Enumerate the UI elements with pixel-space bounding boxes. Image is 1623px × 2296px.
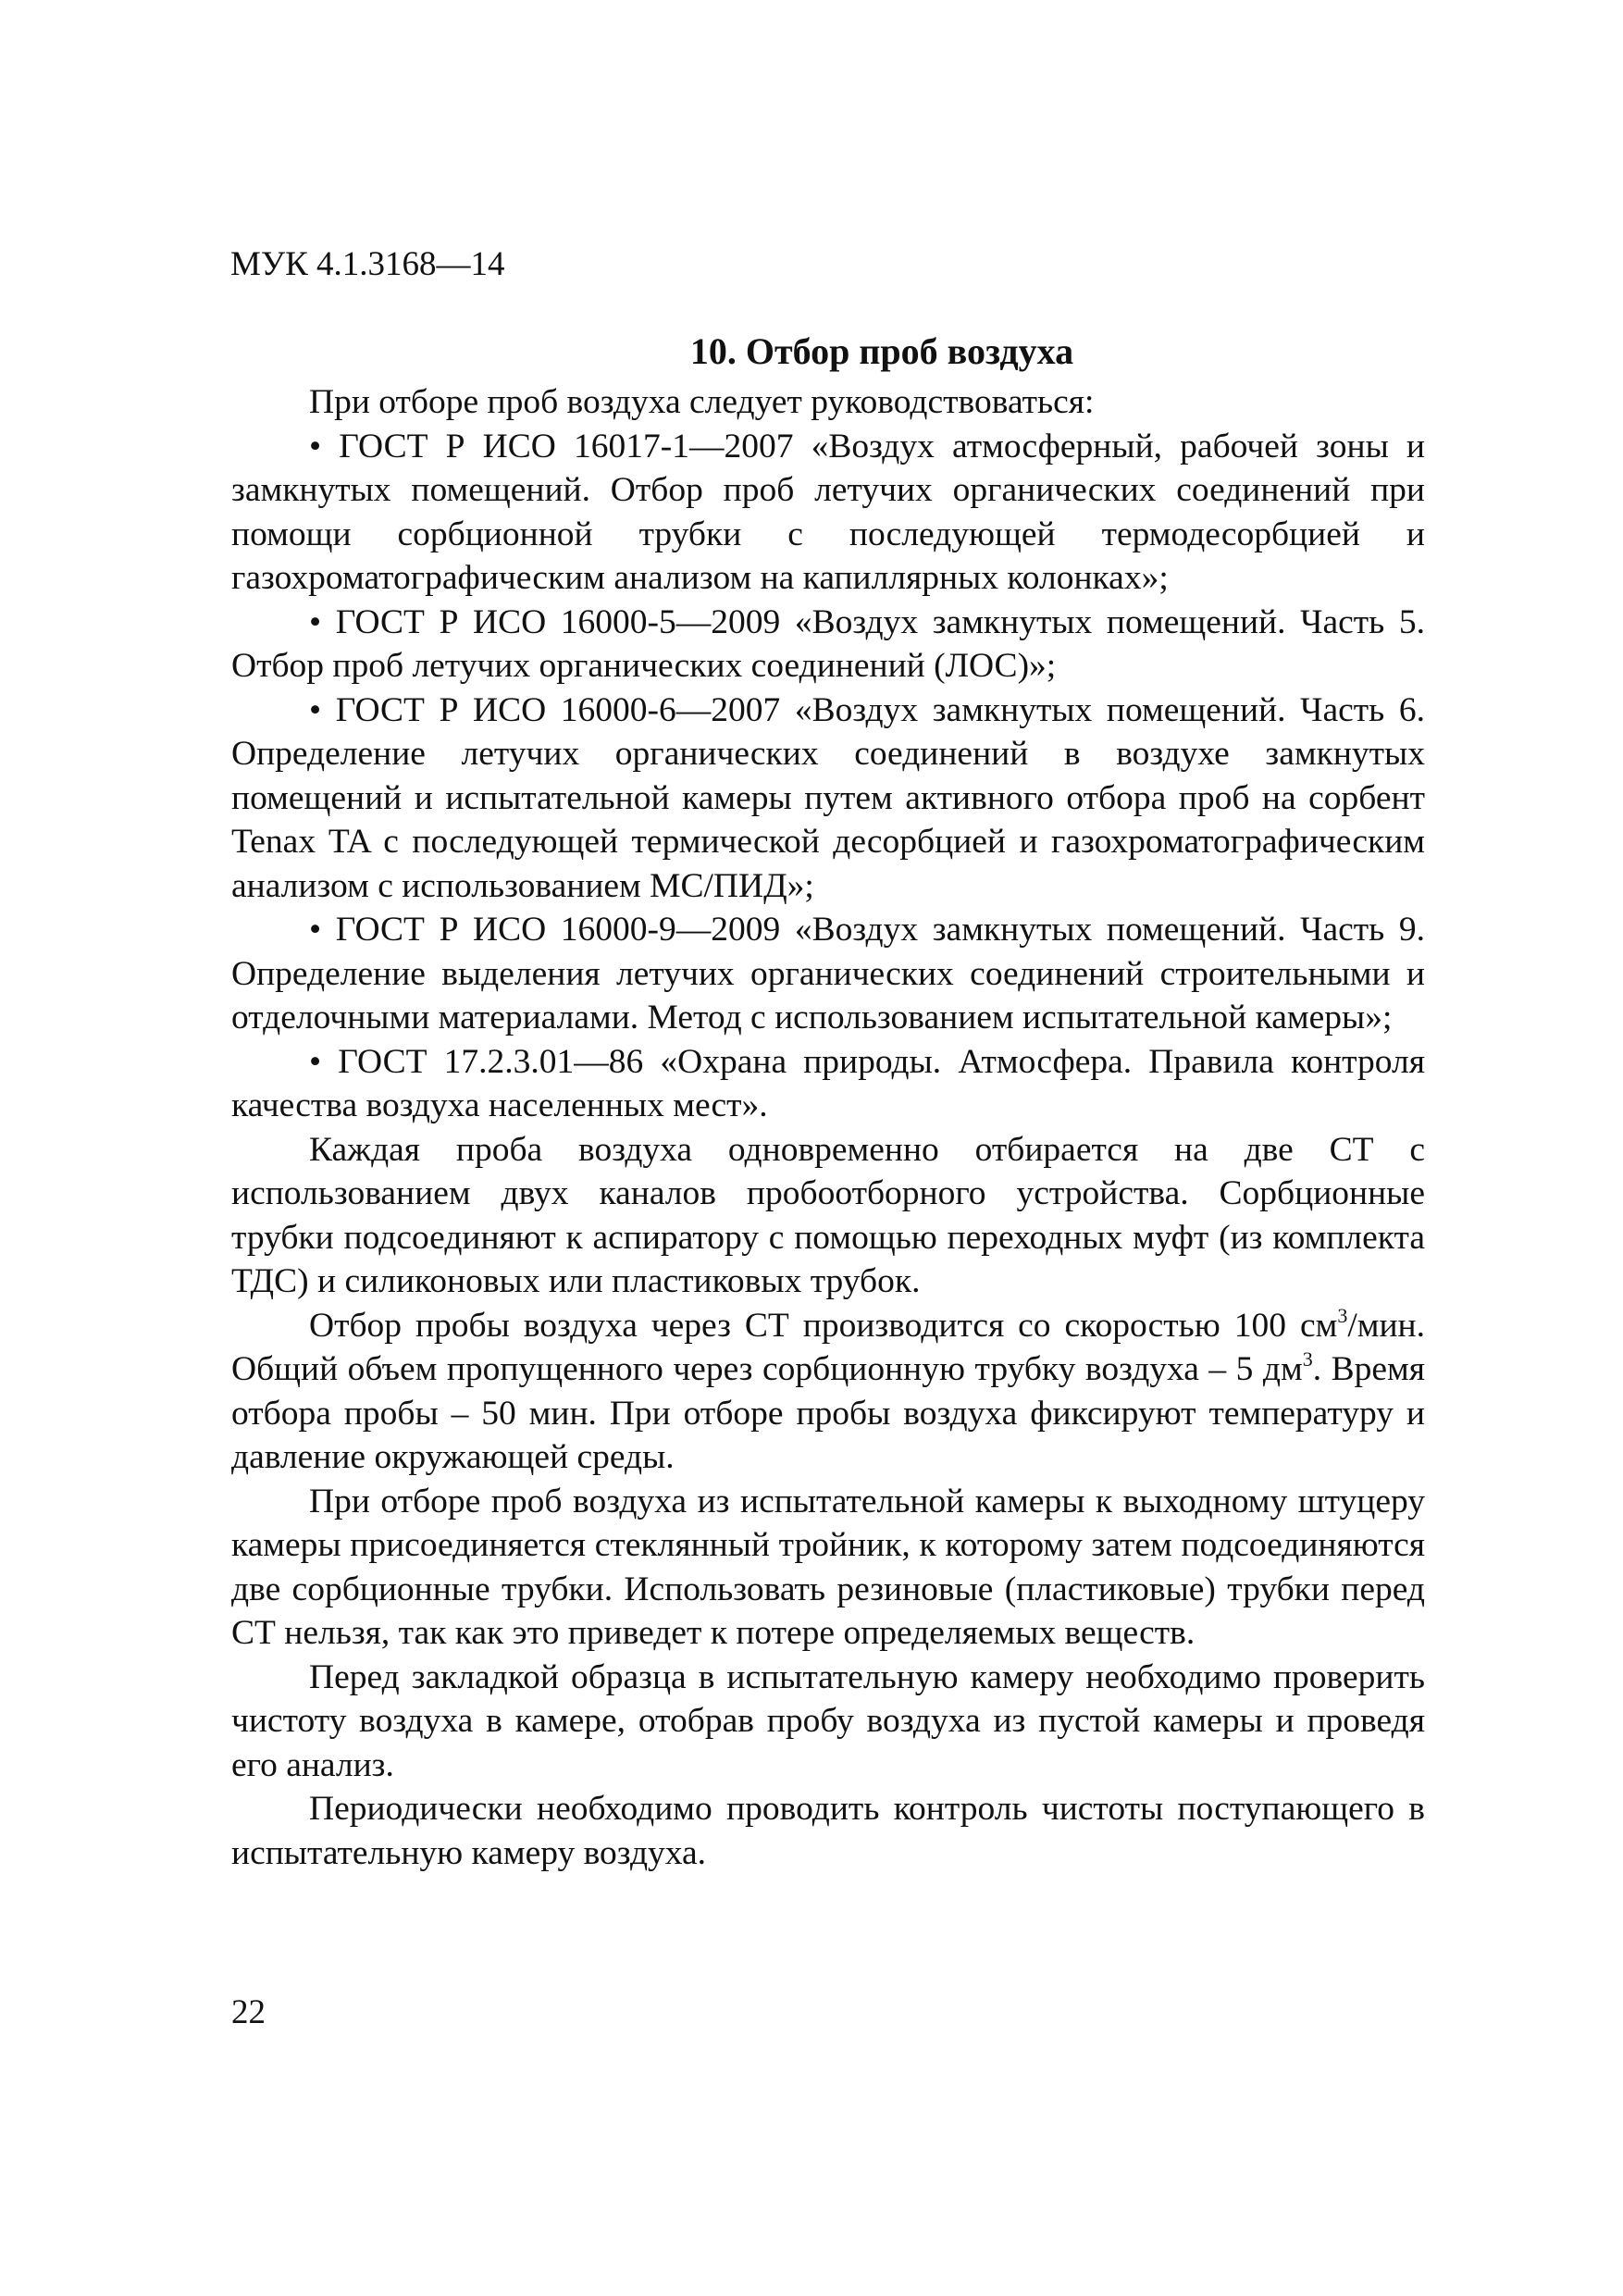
bullet-item: • ГОСТ Р ИСО 16000-5—2009 «Воздух замкнутых помещений. Часть 5. Отбор проб летучих органических соединений (ЛОС)»; [231,601,1425,689]
sampling-paragraph: Каждая проба воздуха одновременно отбирается на две СТ с использованием двух каналов пробоотборного устройства. Сорбционные трубки подсоединяют к аспиратору с помощью переходных муфт (из комплекта ТДС) и силиконовых или пластиковых трубок. [231,1130,1425,1300]
chamber-paragraph: При отборе проб воздуха из испытательной камеры к выходному штуцеру камеры присоединяется стеклянный тройник, к которому затем подсоединяются две сорбционные трубки. Использовать резиновые (пластиковые) трубки перед СТ нельзя, так как это приведет к потере определяемых веществ. [231,1482,1425,1652]
page-number: 22 [231,1993,266,2031]
bullet-item: • ГОСТ Р ИСО 16017-1—2007 «Воздух атмосферный, рабочей зоны и замкнутых помещений. Отбор проб летучих органических соединений при помощи сорбционной трубки с последующей термодесорбцией и газохроматографическим анализом на капиллярных колонках»; [231,425,1425,601]
periodic-control-paragraph: Периодически необходимо проводить контроль чистоты поступающего в испытательную камеру воздуха. [231,1790,1425,1872]
bullet-item: • ГОСТ 17.2.3.01—86 «Охрана природы. Атмосфера. Правила контроля качества воздуха населенных мест». [231,1040,1425,1128]
rate-text-part1: Отбор пробы воздуха через СТ производится со скоростью 100 см [309,1306,1338,1345]
section-title: 10. Отбор проб воздуха [689,330,1074,372]
bullet-item: • ГОСТ Р ИСО 16000-6—2007 «Воздух замкнутых помещений. Часть 6. Определение летучих органических соединений в воздухе замкнутых помещений и испытательной камеры путем активного отбора проб на сорбент Tenax TA с последующей термической десорбцией и газохроматографическим анализом с использованием МС/ПИД»; [231,689,1425,909]
rate-paragraph [231,1304,1425,1480]
intro-paragraph: При отборе проб воздуха следует руководствоваться: [309,383,1095,421]
document-code: МУК 4.1.3168—14 [230,245,505,283]
blank-check-paragraph: Перед закладкой образца в испытательную камеру необходимо проверить чистоту воздуха в камере, отобрав пробу воздуха из пустой камеры и проведя его анализ. [231,1657,1425,1784]
rate-text-part3: . Время отбора пробы – 50 мин. При отборе пробы воздуха фиксируют температуру и давление окружающей среды. [231,1350,1425,1476]
rate-text-part2: /мин. Общий объем пропущенного через сорбционную трубку воздуха – 5 дм [231,1306,1425,1388]
superscript-3: 3 [1302,1347,1313,1371]
page-content [231,329,1425,1875]
bullet-item: • ГОСТ Р ИСО 16000-9—2009 «Воздух замкнутых помещений. Часть 9. Определение выделения летучих органических соединений строительными и отделочными материалами. Метод с использованием испытательной камеры»; [231,908,1425,1040]
superscript-3: 3 [1337,1303,1348,1327]
